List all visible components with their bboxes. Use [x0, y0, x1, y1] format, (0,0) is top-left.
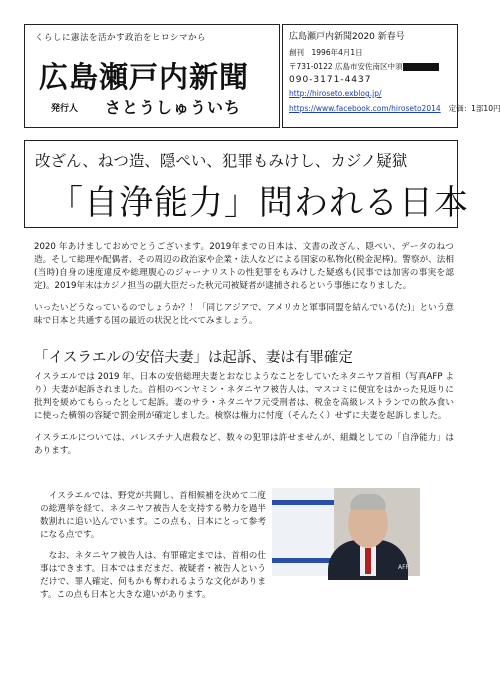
- section-title: 「イスラエルの安倍夫妻」は起訴、妻は有罪確定: [34, 350, 353, 366]
- photo-watermark: AFP: [398, 564, 410, 571]
- price-label: 定価：1部10円: [448, 104, 500, 113]
- headline-main: 「自浄能力」問われる日本: [49, 183, 469, 223]
- article-paragraph-2: いったいどうなっているのでしょうか？！「同じアジアで、アメリカと軍事同盟を結んでいる(た)」という意味で日本と共通する国の最近の状況と比べてみましょう。: [34, 303, 454, 327]
- publication-info: [282, 24, 500, 128]
- edition-label: 広島瀬戸内新聞2020 新春号: [289, 32, 405, 42]
- masthead: [24, 24, 280, 128]
- tagline: くらしに憲法を活かす政治をヒロシマから: [35, 33, 207, 43]
- paper-title: 広島瀬戸内新聞: [39, 60, 250, 94]
- headline-subtitle: 改ざん、ねつ造、隠ぺい、犯罪もみけし、カジノ疑獄: [35, 152, 408, 170]
- article-paragraph-1: 2020 年あけましておめでとうございます。2019年までの日本は、文書の改ざん、隠ぺい、データのねつ造。そして総理や配偶者、その周辺の政治家や企業・法人などによる国家の私物化(税金泥棒)。警察が、法相(当時)自身の速度違反や総理腹心のジャーナリストの性犯罪をもみけした疑惑も(民事では加害の事実を認定)。2019年末はカジノ担当の副大臣だった秋元司被疑者が逮捕されるという事態になりました。: [34, 242, 454, 292]
- blog-link[interactable]: http://hiroseto.exblog.jp/: [289, 89, 382, 98]
- postal-address: 〒731-0122 広島市安佐南区中須: [289, 61, 439, 72]
- article-paragraph-4: イスラエルについては、パレスチナ人虐殺など、数々の犯罪は許せませんが、組織としての「自浄能力」はあります。: [34, 433, 454, 457]
- founded-date: 創刊 1996年4月1日: [289, 48, 363, 57]
- headline-box: [24, 140, 469, 228]
- article-paragraph-5: イスラエルでは、野党が共闘し、首相候補を決めて二度の総選挙を経て、ネタニヤフ被告人を支持する勢力を過半数割れに追い込んでいます。この点も、日本にとって参考になる点です。: [40, 491, 266, 541]
- redacted-address: [403, 63, 439, 71]
- facebook-link[interactable]: https://www.facebook.com/hiroseto2014: [289, 104, 441, 113]
- phone-number: 090-3171-4437: [289, 75, 372, 85]
- article-paragraph-3: イスラエルでは 2019 年、日本の安倍総理夫妻とおなじようなことをしていたネタニヤフ首相（写真AFP より）夫妻が起訴されました。首相のベンヤミン・ネタニヤフ被告人は、マスコミに便宜をはかった見返りに批判を緩めてもらったとして起訴。妻のサラ・ネタニヤフ元受刑者は、税金を高級レストランでの飲み食いに使った横領の容疑で罰金刑が確定しました。検察は権力に忖度（そんたく）せずに夫妻を起訴しました。: [34, 372, 454, 422]
- publisher-label: 発行人: [51, 104, 79, 114]
- publisher-name: さとうしゅういち: [105, 98, 242, 117]
- hair-shape: [350, 494, 386, 510]
- facebook-line: [289, 103, 500, 114]
- flag-background: [272, 488, 334, 576]
- tie-shape: [365, 548, 371, 574]
- netanyahu-photo: [272, 488, 420, 576]
- article-paragraph-6: なお、ネタニヤフ被告人は、有罪確定までは、首相の仕事はできます。日本ではまだまだ、被疑者・被告人というだけで、罪人確定、何もかも奪われるような文化があります。この点も日本と大きな違いがあります。: [40, 551, 266, 601]
